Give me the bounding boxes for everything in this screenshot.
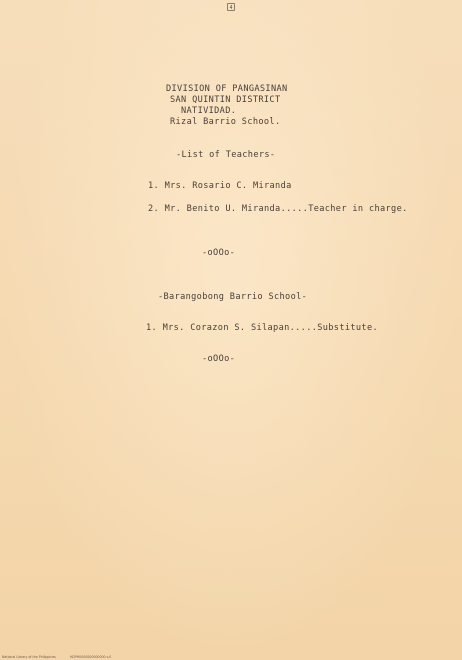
footer-document-id: HDPH0000000000000 v.0	[70, 655, 112, 659]
header-school: Rizal Barrio School.	[170, 117, 281, 127]
header-town: NATIVIDAD.	[181, 106, 237, 116]
header-division: DIVISION OF PANGASINAN	[166, 84, 288, 94]
teacher-list-item: 1. Mrs. Corazon S. Silapan.....Substitute.	[146, 323, 379, 333]
section-title-teachers: -List of Teachers-	[176, 150, 276, 160]
page-marker: 4	[227, 3, 235, 11]
teacher-list-item: 1. Mrs. Rosario C. Miranda	[148, 181, 292, 191]
section-title-barangobong: -Barangobong Barrio School-	[158, 292, 308, 302]
separator: -oOOo-	[202, 354, 236, 364]
footer-library-credit: National Library of the Philippines	[2, 655, 56, 659]
teacher-list-item: 2. Mr. Benito U. Miranda.....Teacher in charge.	[148, 204, 408, 214]
separator: -oOOo-	[202, 248, 236, 258]
header-district: SAN QUINTIN DISTRICT	[170, 95, 281, 105]
